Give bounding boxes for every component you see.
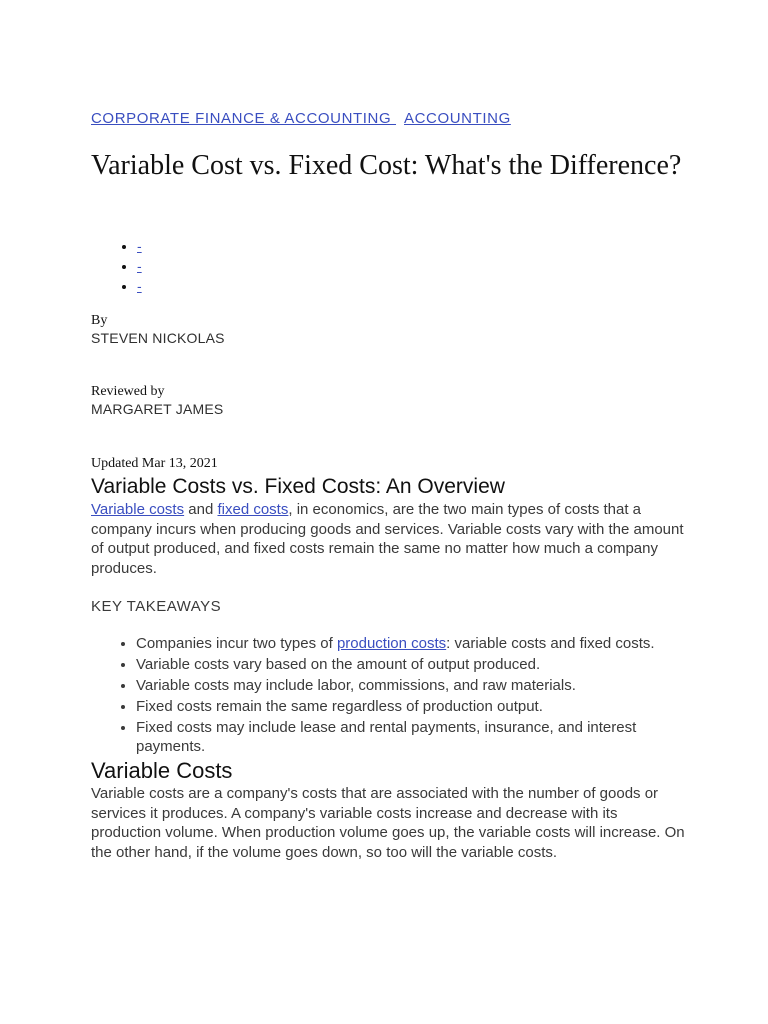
takeaway-item: • Fixed costs remain the same regardless of production output. <box>136 697 691 716</box>
production-costs-link[interactable]: production costs <box>336 635 447 652</box>
takeaway-item: • Variable costs vary based on the amount of output produced. <box>136 655 691 674</box>
takeaway-text: : variable costs and fixed costs. <box>446 635 655 652</box>
breadcrumb <box>91 110 511 127</box>
share-link-2[interactable]: - <box>137 258 142 274</box>
reviewer-name: MARGARET JAMES <box>91 401 224 417</box>
takeaway-item <box>136 634 691 653</box>
variable-costs-link[interactable]: Variable costs <box>91 501 185 518</box>
fixed-costs-link[interactable]: fixed costs <box>217 501 289 518</box>
takeaway-item: • Fixed costs may include lease and rental payments, insurance, and interest payments. <box>136 718 691 756</box>
variable-costs-heading: Variable Costs <box>91 758 233 783</box>
author-label: By <box>91 313 108 328</box>
takeaway-text: Companies incur two types of <box>136 635 337 652</box>
overview-heading: Variable Costs vs. Fixed Costs: An Overview <box>91 475 505 498</box>
share-item <box>137 256 142 276</box>
breadcrumb-subcategory-link[interactable]: ACCOUNTING <box>404 110 511 127</box>
overview-paragraph <box>91 500 691 578</box>
overview-and-text: and <box>184 501 218 518</box>
author-name: STEVEN NICKOLAS <box>91 330 225 346</box>
key-takeaways-list <box>91 634 691 756</box>
overview-rest-text: , in economics, are the two main types of costs that a company incurs when producing goods and services. Variable costs vary with the amount of output produced, and fixed costs remain the same no matter how much a company produces. <box>91 501 684 577</box>
key-takeaways-title: KEY TAKEAWAYS <box>91 598 222 615</box>
share-item <box>137 276 142 296</box>
breadcrumb-category-link[interactable]: CORPORATE FINANCE & ACCOUNTING <box>91 110 397 127</box>
share-links-list <box>91 236 142 296</box>
share-link-1[interactable]: - <box>137 238 142 254</box>
share-item <box>137 236 142 256</box>
updated-date: Updated Mar 13, 2021 <box>91 456 218 471</box>
reviewer-label: Reviewed by <box>91 384 165 399</box>
page-title: Variable Cost vs. Fixed Cost: What's the Difference? <box>91 150 682 181</box>
article-body <box>91 474 691 862</box>
variable-costs-paragraph: Variable costs are a company's costs that are associated with the number of goods or services it produces. A company's variable costs increase and decrease with its production volume. When production volume goes up, the variable costs will increase. On the other hand, if the volume goes down, so too will the variable costs. <box>91 785 685 861</box>
takeaway-item: • Variable costs may include labor, commissions, and raw materials. <box>136 676 691 695</box>
share-link-3[interactable]: - <box>137 278 142 294</box>
